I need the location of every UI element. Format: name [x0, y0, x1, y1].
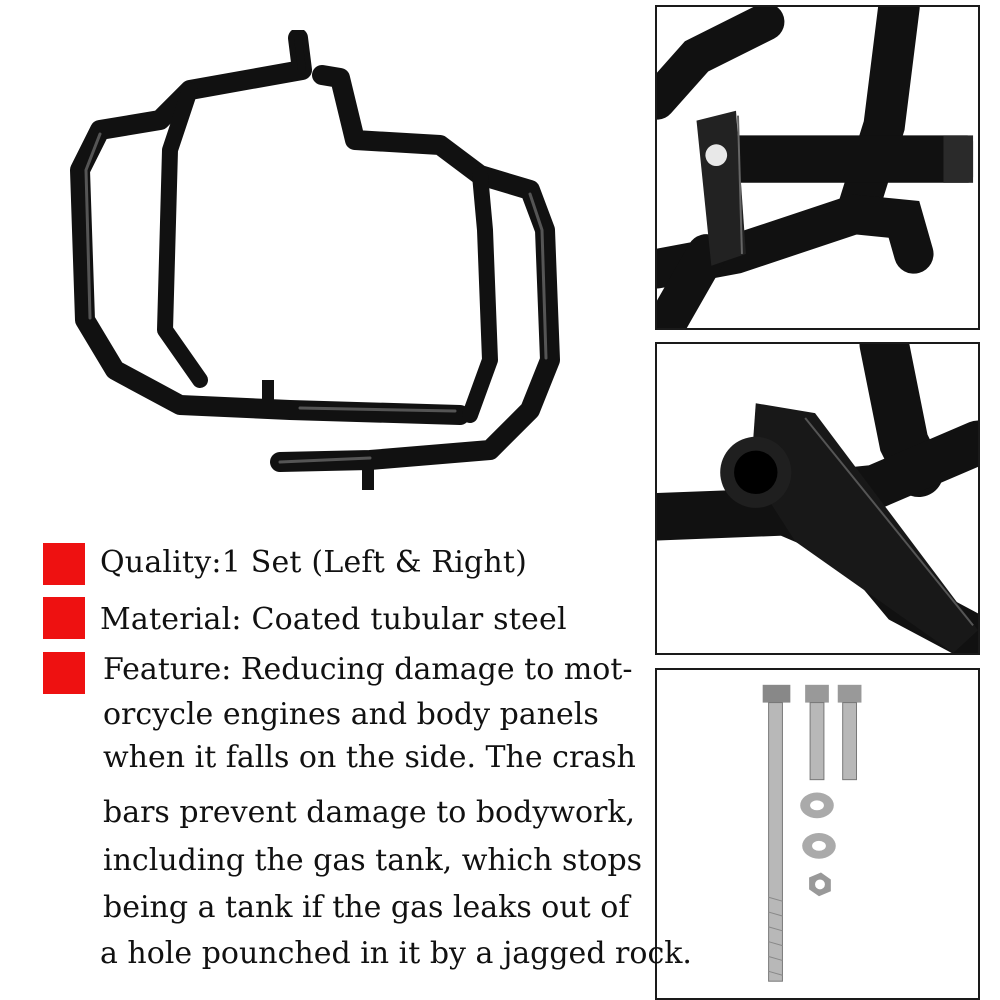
bullet-material-red-square-icon: [43, 597, 85, 639]
mount-bracket-illustration: [657, 7, 978, 328]
feature-line: a hole pounched in it by a jagged rock.: [100, 936, 692, 971]
detail-photo-tube-end: [655, 342, 980, 655]
hardware-kit-illustration: [657, 670, 978, 998]
feature-line: including the gas tank, which stops: [103, 843, 643, 878]
feature-line: being a tank if the gas leaks out of: [103, 890, 630, 925]
spec-material: Material: Coated tubular steel: [100, 602, 567, 637]
feature-line: bars prevent damage to bodywork,: [103, 795, 636, 830]
detail-photo-mount-bracket: [655, 5, 980, 330]
spec-quality: Quality:1 Set (Left & Right): [100, 545, 528, 580]
feature-line: Feature: Reducing damage to mot-: [103, 652, 633, 687]
detail-photo-hardware-kit: [655, 668, 980, 1000]
product-photo-crash-bars: [40, 30, 600, 510]
tube-end-illustration: [657, 344, 978, 653]
bullet-quality-red-square-icon: [43, 543, 85, 585]
feature-line: when it falls on the side. The crash: [103, 740, 636, 775]
crash-bars-illustration: [40, 30, 600, 510]
feature-line: orcycle engines and body panels: [103, 697, 599, 732]
bullet-feature-red-square-icon: [43, 652, 85, 694]
